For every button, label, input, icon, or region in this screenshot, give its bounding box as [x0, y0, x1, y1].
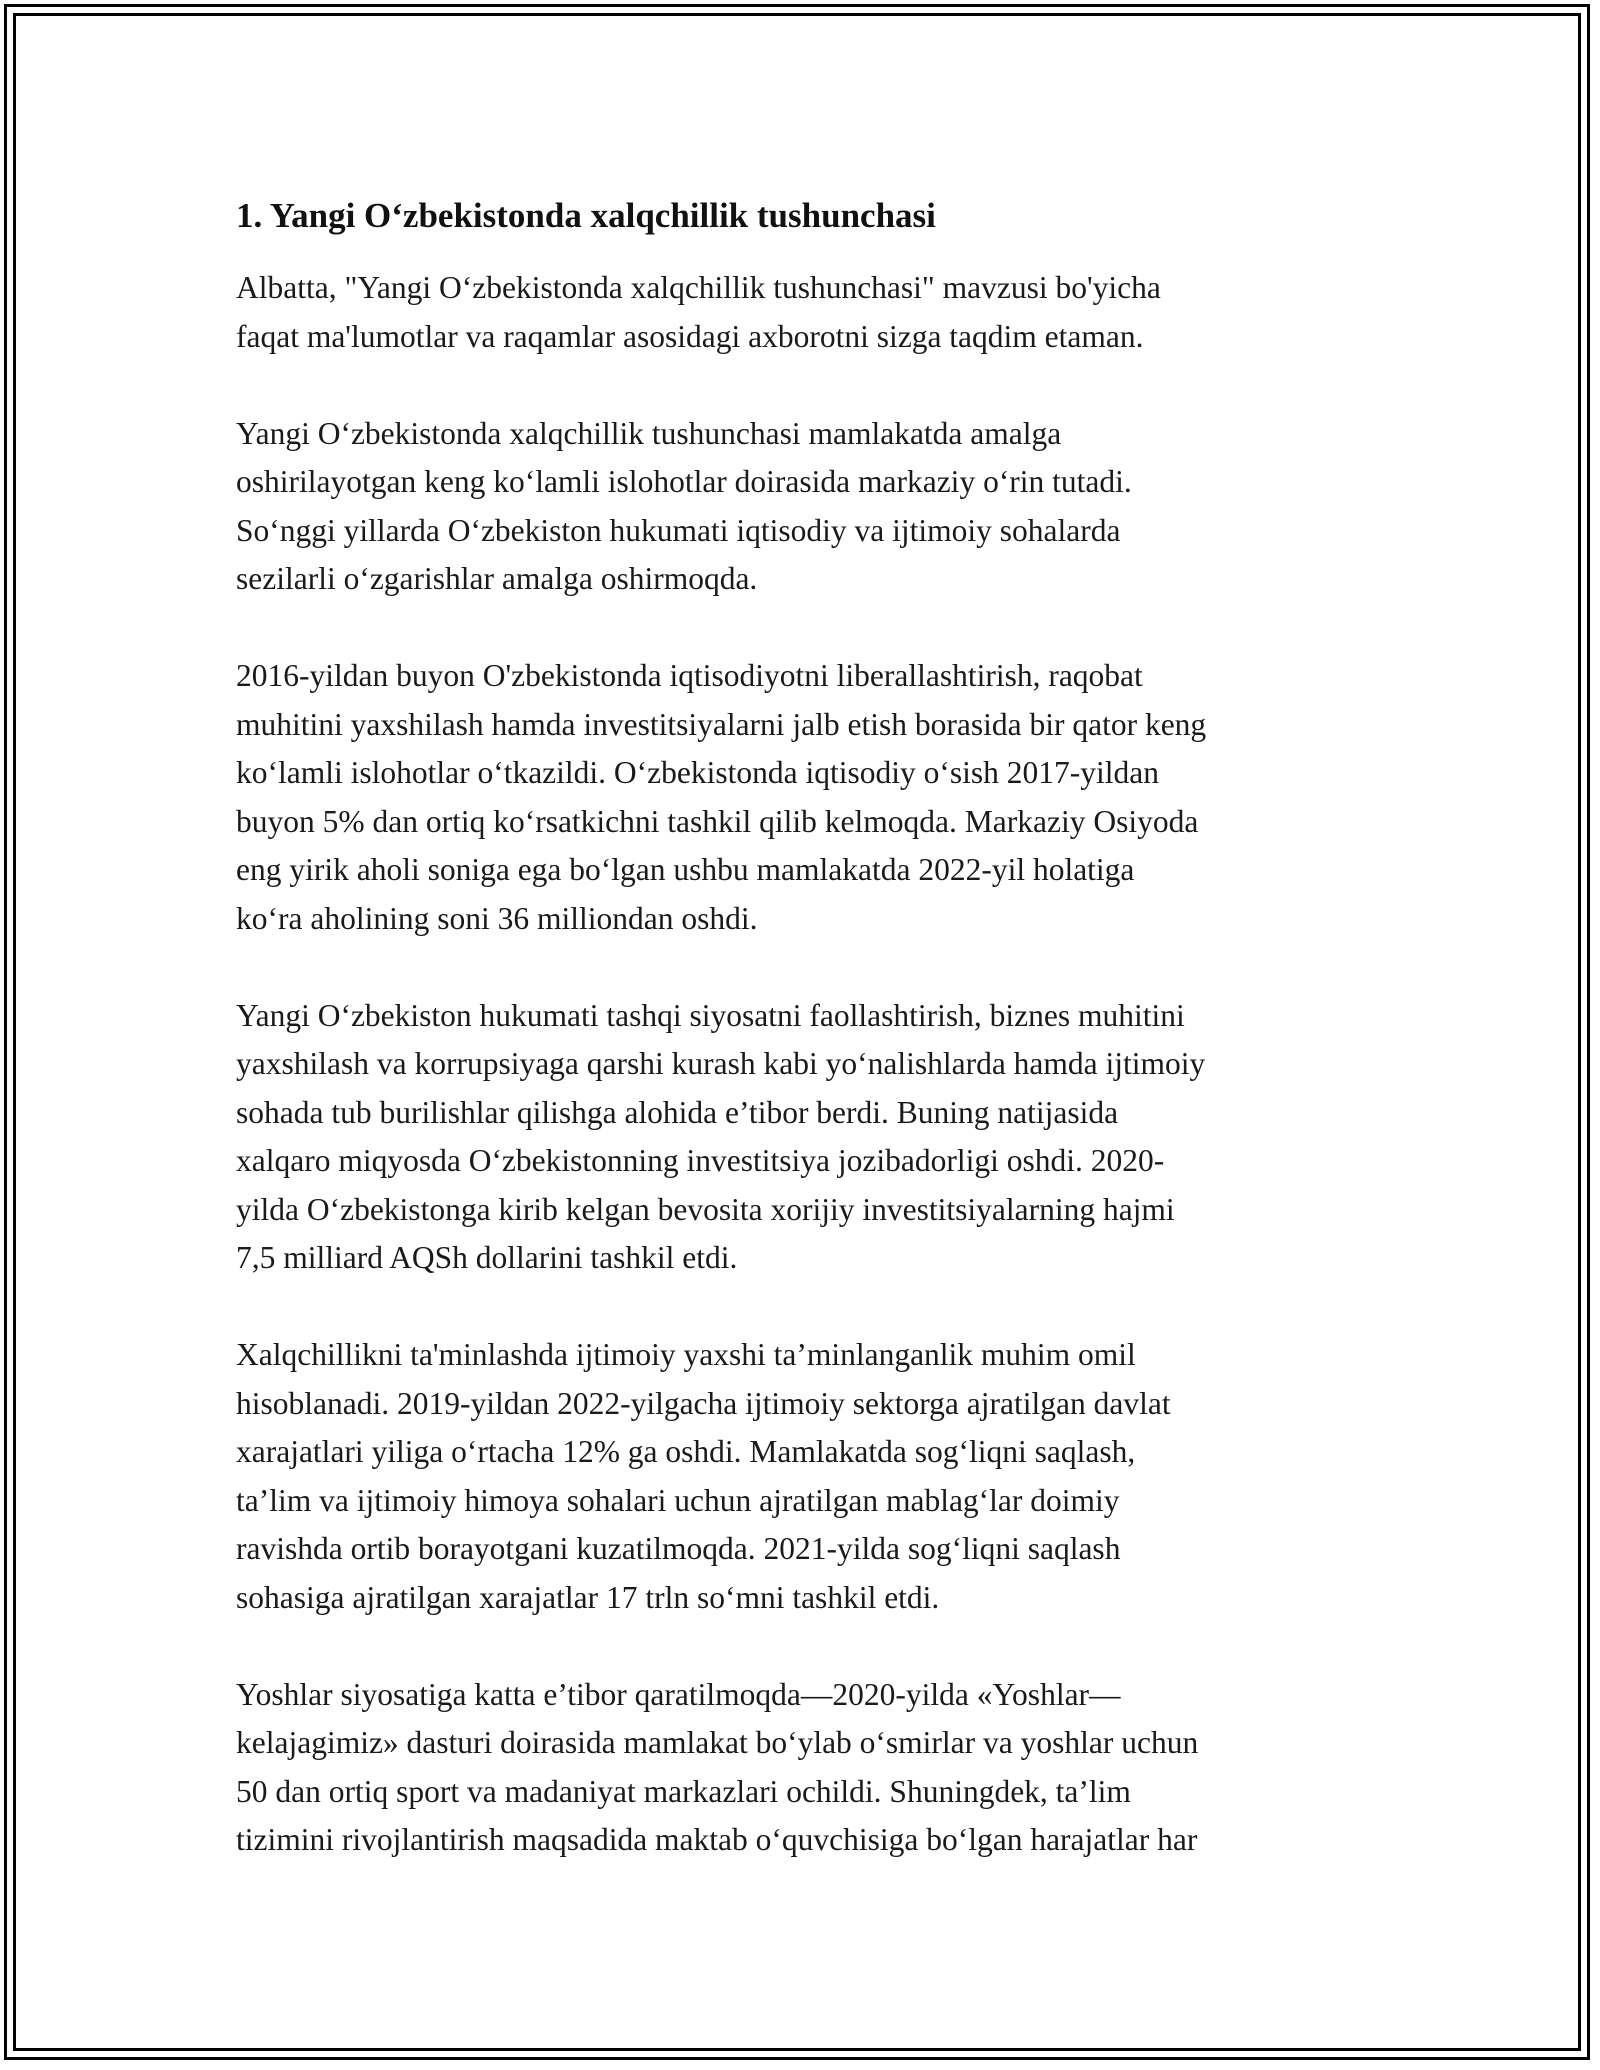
text-line: xalqaro miqyosda O‘zbekistonning investitsiya jozibadorligi oshdi. 2020-	[236, 1143, 1165, 1178]
text-line: 50 dan ortiq sport va madaniyat markazlari ochildi. Shuningdek, ta’lim	[236, 1773, 1131, 1809]
paragraph-social	[236, 1331, 1376, 1622]
text-line: Xalqchillikni ta'minlashda ijtimoiy yaxshi ta’minlanganlik muhim omil	[236, 1337, 1136, 1372]
text-line: yaxshilash va korrupsiyaga qarshi kurash kabi yo‘nalishlarda hamda ijtimoiy	[236, 1046, 1206, 1081]
text-line: Yangi O‘zbekistonda xalqchillik tushunchasi mamlakatda amalga	[236, 415, 1062, 451]
text-line: hisoblanadi. 2019-yildan 2022-yilgacha ijtimoiy sektorga ajratilgan davlat	[236, 1385, 1171, 1421]
text-line: oshirilayotgan keng ko‘lamli islohotlar doirasida markaziy o‘rin tutadi.	[236, 464, 1132, 499]
text-line: eng yirik aholi soniga ega bo‘lgan ushbu mamlakatda 2022-yil holatiga	[236, 852, 1135, 887]
text-line: ko‘lamli islohotlar o‘tkazildi. O‘zbekistonda iqtisodiy o‘sish 2017-yildan	[236, 755, 1159, 790]
text-line: 7,5 milliard AQSh dollarini tashkil etdi.	[236, 1240, 738, 1275]
text-line: ta’lim va ijtimoiy himoya sohalari uchun ajratilgan mablag‘lar doimiy	[236, 1482, 1120, 1518]
paragraph-foreign-policy	[236, 992, 1376, 1283]
text-line: tizimini rivojlantirish maqsadida maktab o‘quvchisiga bo‘lgan harajatlar har	[236, 1822, 1198, 1857]
document-body	[236, 192, 1376, 1913]
text-line: ravishda ortib borayotgani kuzatilmoqda. 2021-yilda sog‘liqni saqlash	[236, 1531, 1121, 1566]
text-line: ko‘ra aholining soni 36 milliondan oshdi.	[236, 900, 758, 936]
text-line: Yangi O‘zbekiston hukumati tashqi siyosatni faollashtirish, biznes muhitini	[236, 997, 1185, 1033]
paragraph-economy	[236, 652, 1376, 943]
text-line: yilda O‘zbekistonga kirib kelgan bevosita xorijiy investitsiyalarning hajmi	[236, 1191, 1175, 1227]
text-line: sohada tub burilishlar qilishga alohida e’tibor berdi. Buning natijasida	[236, 1094, 1119, 1130]
paragraph-intro	[236, 264, 1376, 361]
text-line: xarajatlari yiliga o‘rtacha 12% ga oshdi. Mamlakatda sog‘liqni saqlash,	[236, 1434, 1136, 1469]
text-line: Yoshlar siyosatiga katta e’tibor qaratilmoqda—2020-yilda «Yoshlar—	[236, 1676, 1121, 1712]
text-line: Albatta, "Yangi O‘zbekistonda xalqchillik tushunchasi" mavzusi bo'yicha	[236, 270, 1161, 305]
text-line: muhitini yaxshilash hamda investitsiyalarni jalb etish borasida bir qator keng	[236, 706, 1207, 742]
text-line: sohasiga ajratilgan xarajatlar 17 trln so‘mni tashkil etdi.	[236, 1579, 940, 1615]
paragraph-youth	[236, 1671, 1376, 1865]
text-line: 2016-yildan buyon O'zbekistonda iqtisodiyotni liberallashtirish, raqobat	[236, 658, 1143, 693]
text-line: So‘nggi yillarda O‘zbekiston hukumati iqtisodiy va ijtimoiy sohalarda	[236, 512, 1121, 548]
page-title: 1. Yangi O‘zbekistonda xalqchillik tushunchasi	[236, 196, 936, 235]
paragraph-concept	[236, 410, 1376, 604]
text-line: sezilarli o‘zgarishlar amalga oshirmoqda.	[236, 561, 758, 596]
text-line: buyon 5% dan ortiq ko‘rsatkichni tashkil qilib kelmoqda. Markaziy Osiyoda	[236, 803, 1199, 839]
text-line: kelajagimiz» dasturi doirasida mamlakat bo‘ylab o‘smirlar va yoshlar uchun	[236, 1725, 1199, 1760]
text-line: faqat ma'lumotlar va raqamlar asosidagi axborotni sizga taqdim etaman.	[236, 318, 1144, 354]
